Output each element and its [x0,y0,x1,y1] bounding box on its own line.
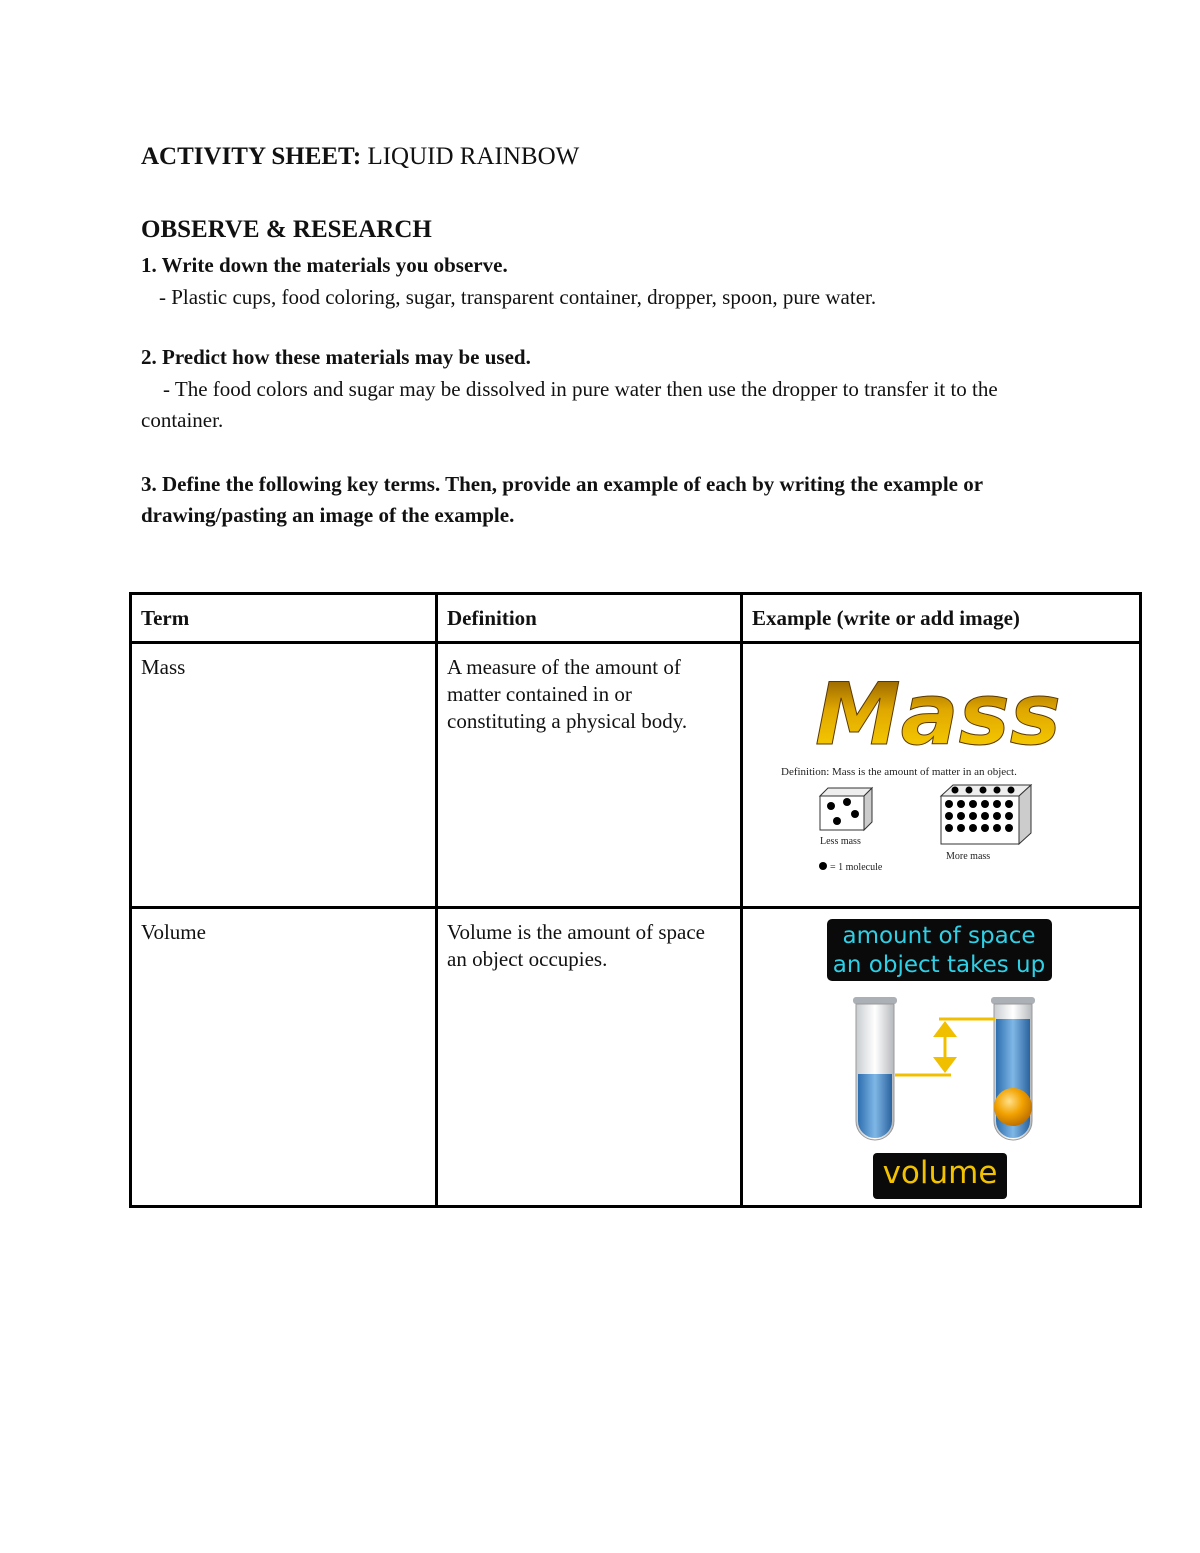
answer-1: - Plastic cups, food coloring, sugar, transparent container, dropper, spoon, pure water. [159,285,877,309]
header-term: Term [131,594,437,643]
more-mass-label: More mass [946,851,991,862]
term-cell: Volume [131,908,437,1207]
less-mass-label: Less mass [820,836,861,847]
definition-cell: Volume is the amount of space an object occupies. [437,908,742,1207]
volume-label: volume [882,1155,998,1191]
page-title [141,143,579,171]
section-heading: OBSERVE & RESEARCH [141,216,432,243]
definition-cell: A measure of the amount of matter contained in or constituting a physical body. [437,643,742,908]
question-1: 1. Write down the materials you observe. [141,253,508,277]
title-rest: LIQUID RAINBOW [367,143,580,170]
example-image-cell [742,908,1141,1207]
more-mass-box [941,785,1031,844]
table-row [131,643,1141,908]
table-header-row [131,594,1141,643]
test-tube-left-icon [853,997,897,1140]
title-bold: ACTIVITY SHEET: [141,143,362,170]
term-cell: Mass [131,643,437,908]
question-2: 2. Predict how these materials may be used. [141,345,531,369]
level-arrow-icon [895,1019,995,1075]
example-image-cell [742,643,1141,908]
header-example: Example (write or add image) [742,594,1141,643]
ball-icon [994,1088,1032,1126]
question-3: 3. Define the following key terms. Then, provide an example of each by writing the example or drawing/pasting an image of the example. [141,472,983,527]
header-definition: Definition [437,594,742,643]
mass-heading: Mass [815,665,1061,765]
test-tube-right-icon [991,997,1035,1140]
answer-2: - The food colors and sugar may be dissolved in pure water then use the dropper to transfer it to the container. [141,377,998,432]
less-mass-box [820,788,872,830]
mass-caption: Definition: Mass is the amount of matter in an object. [781,766,1017,778]
key-terms-table [129,592,1142,1208]
molecule-legend-dot [819,862,827,870]
volume-illustration [743,909,1139,1203]
table-row [131,908,1141,1207]
molecule-legend: = 1 molecule [830,862,883,873]
mass-illustration [743,644,1139,902]
banner-line-1: amount of space [842,923,1036,949]
banner-line-2: an object takes up [832,952,1046,978]
